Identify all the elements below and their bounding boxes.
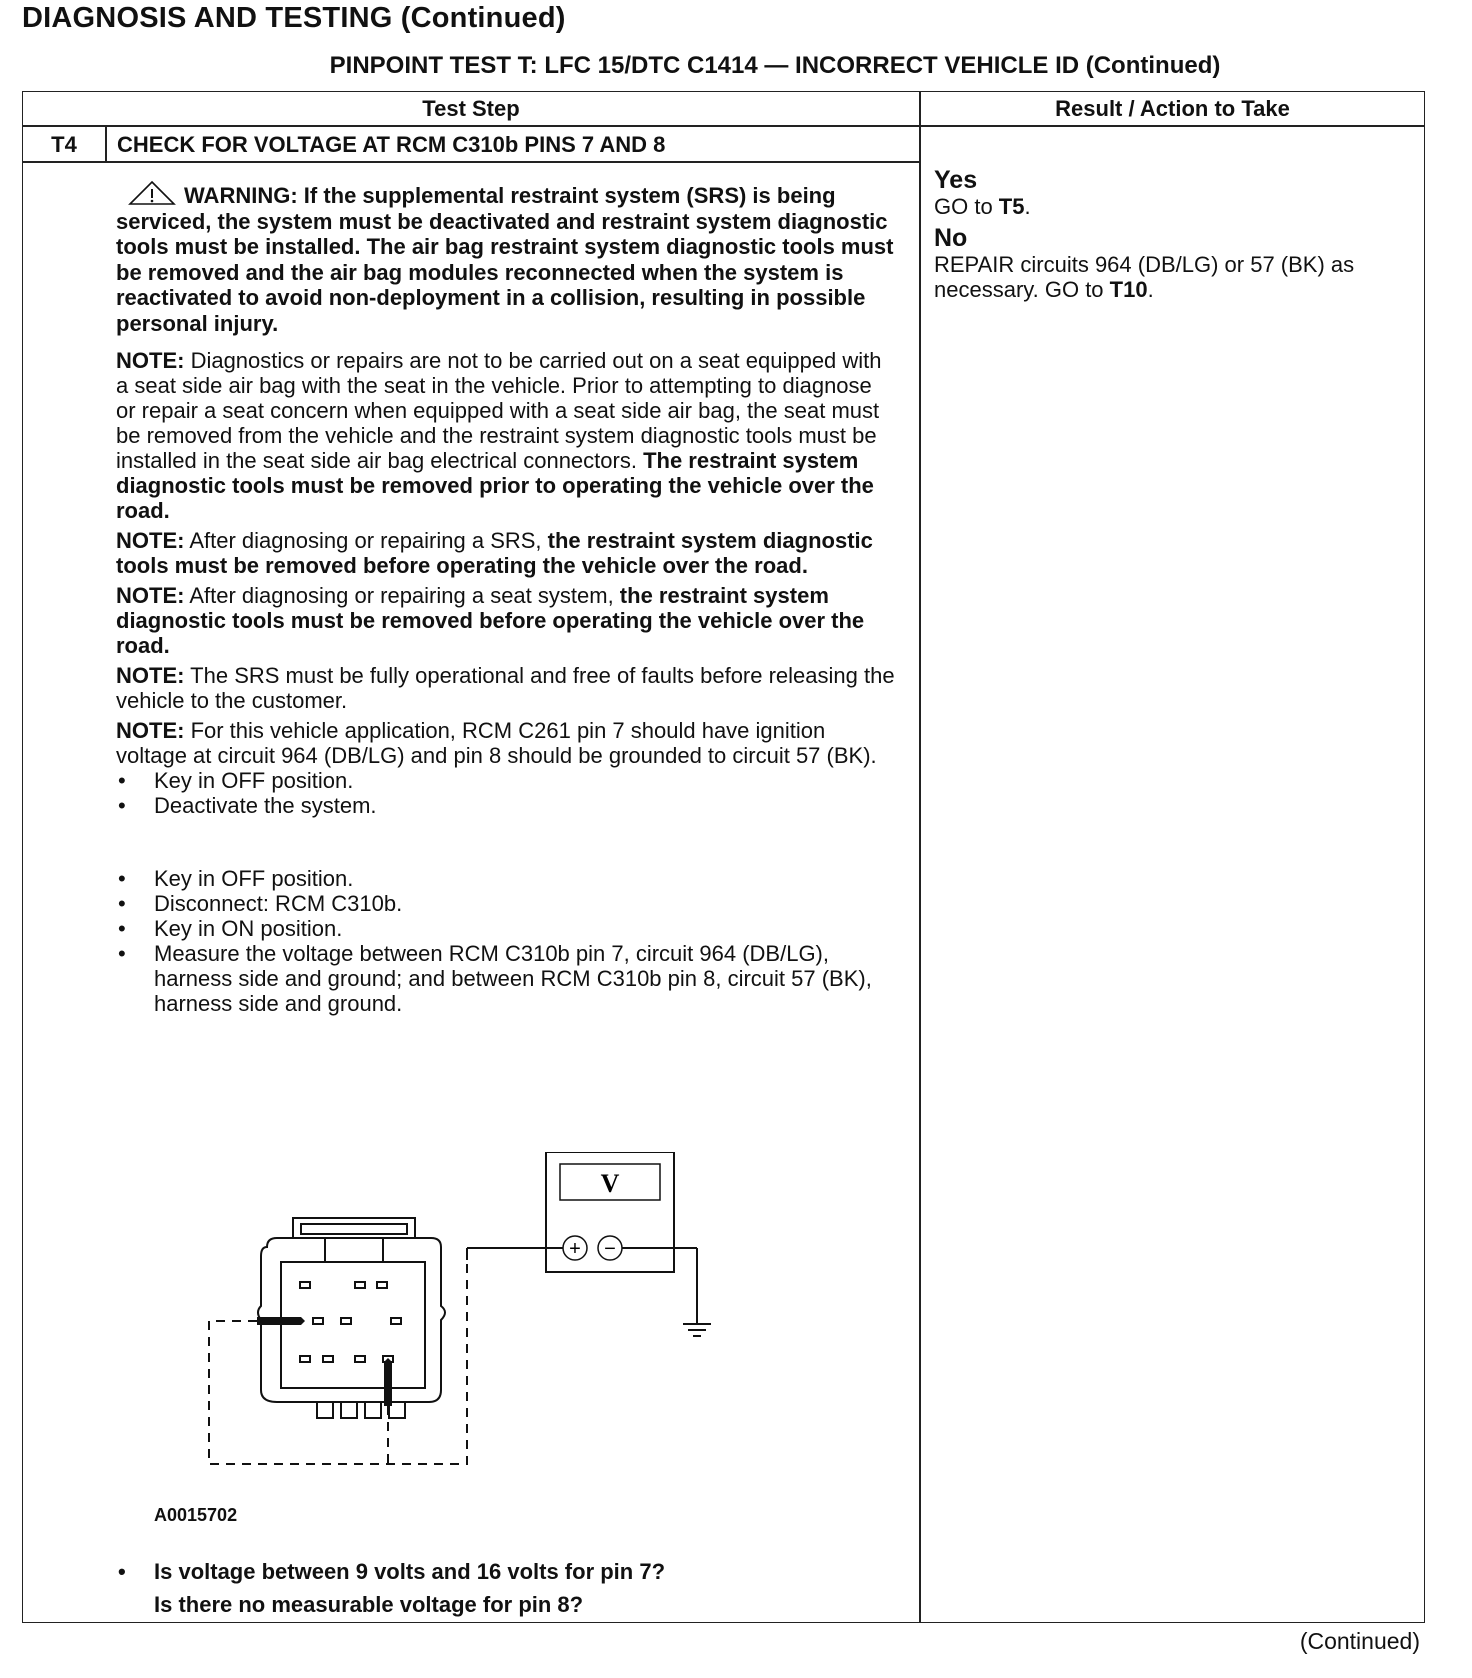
column-divider — [919, 92, 921, 1622]
goto-t5-link[interactable]: T5 — [998, 194, 1025, 219]
test-question: • Is voltage between 9 volts and 16 volts for pin 7? Is there no measurable voltage for pin 8? — [116, 1555, 876, 1621]
voltmeter-icon — [546, 1152, 674, 1272]
list-item: • Deactivate the system. — [116, 793, 896, 818]
goto-t10-link[interactable]: T10 — [1109, 277, 1148, 302]
pinpoint-test-title: PINPOINT TEST T: LFC 15/DTC C1414 — INCORRECT VEHICLE ID (Continued) — [329, 52, 1221, 79]
note-3: NOTE: After diagnosing or repairing a seat system, the restraint system diagnostic tools must be removed before operating the vehicle over the road. — [116, 583, 865, 658]
note-4: NOTE: The SRS must be fully operational and free of faults before releasing the vehicle to the customer. — [116, 663, 895, 713]
result-action-content — [934, 167, 1404, 302]
test-step-content — [116, 180, 896, 1016]
yes-label: Yes — [934, 166, 978, 194]
step-number-divider — [105, 125, 107, 162]
list-item: • Key in OFF position. — [116, 768, 896, 793]
warning-block — [116, 180, 896, 336]
page-heading: DIAGNOSIS AND TESTING (Continued) — [22, 2, 566, 34]
step-title: CHECK FOR VOLTAGE AT RCM C310b PINS 7 AND 8 — [117, 132, 666, 157]
no-action: REPAIR circuits 964 (DB/LG) or 57 (BK) as necessary. GO to T10. — [934, 252, 1355, 302]
list-item: • Disconnect: RCM C310b. — [116, 891, 896, 916]
ground-icon — [683, 1324, 711, 1336]
procedure-steps-b — [116, 866, 896, 1016]
list-item: • Measure the voltage between RCM C310b pin 7, circuit 964 (DB/LG), harness side and ground; and between RCM C310b pin 8, circuit 57 (BK), harness side and ground. — [116, 941, 896, 1016]
procedure-steps-a — [116, 768, 896, 818]
list-item: • Key in ON position. — [116, 916, 896, 941]
note-1: NOTE: Diagnostics or repairs are not to be carried out on a seat equipped with a seat side air bag with the seat in the vehicle. Prior to attempting to diagnose or repair a seat concern when equipped with a seat side air bag, the seat must be removed from the vehicle and the restraint system diagnostic tools must be installed in the seat side air bag electrical connectors. The restraint system diagnostic tools must be removed prior to operating the vehicle over the road. — [116, 348, 882, 523]
connector-voltmeter-diagram — [205, 1152, 725, 1472]
result-action-header: Result / Action to Take — [1055, 96, 1290, 121]
plus-terminal: + — [569, 1238, 581, 1260]
question-line: Is voltage between 9 volts and 16 volts for pin 7? — [154, 1559, 666, 1584]
warning-text: WARNING: If the supplemental restraint system (SRS) is being serviced, the system must be deactivated and restraint system diagnostic tools must be installed. The air bag restraint system diagnostic tools must be removed and the air bag modules reconnected when the system is reactivated to avoid non-deployment in a collision, resulting in possible personal injury. — [116, 183, 894, 336]
list-item: • Key in OFF position. — [116, 866, 896, 891]
note-2: NOTE: After diagnosing or repairing a SRS, the restraint system diagnostic tools must be removed before operating the vehicle over the road. — [116, 528, 873, 578]
meter-symbol: V — [600, 1169, 620, 1198]
no-label: No — [934, 224, 968, 252]
figure-id: A0015702 — [154, 1505, 238, 1525]
continued-label: (Continued) — [1299, 1628, 1420, 1654]
minus-terminal: − — [604, 1238, 616, 1260]
note-5: NOTE: For this vehicle application, RCM C261 pin 7 should have ignition voltage at circuit 964 (DB/LG) and pin 8 should be grounded to circuit 57 (BK). — [116, 718, 877, 768]
yes-action: GO to T5. — [934, 194, 1031, 219]
question-line: Is there no measurable voltage for pin 8? — [154, 1592, 584, 1617]
test-step-header: Test Step — [422, 96, 520, 121]
step-title-divider — [23, 161, 919, 163]
warning-triangle-icon — [128, 180, 176, 206]
step-number: T4 — [51, 132, 77, 157]
header-divider — [23, 125, 1424, 127]
